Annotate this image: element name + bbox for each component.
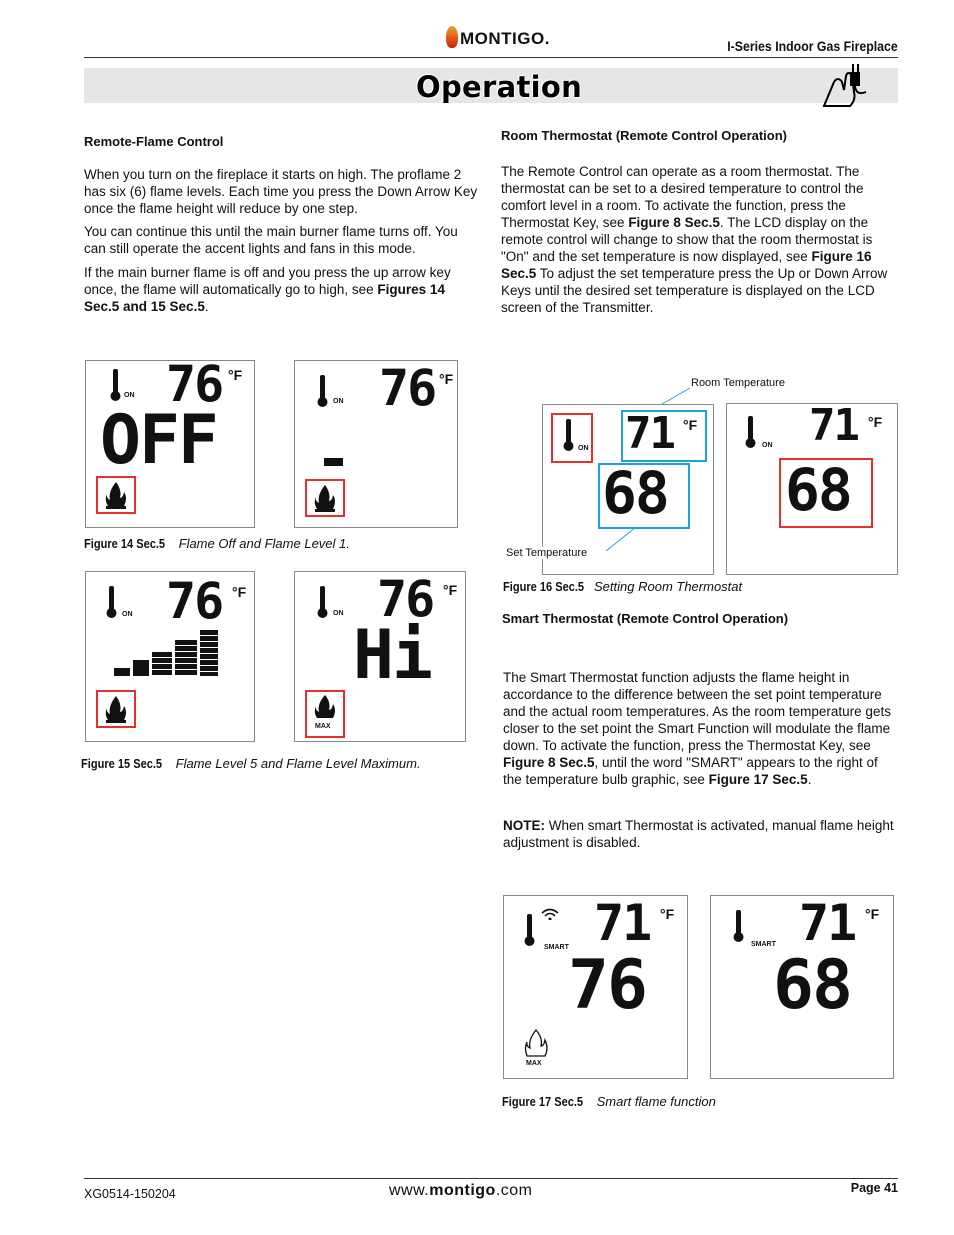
- url-suffix: .com: [495, 1182, 533, 1199]
- on-indicator: ON: [333, 610, 344, 617]
- thermometer-icon: [524, 914, 536, 948]
- lcd-smart-max: [503, 895, 688, 1079]
- set-temperature-highlight: [779, 458, 873, 528]
- room-temperature: 76: [379, 359, 436, 417]
- on-indicator: ON: [578, 445, 589, 452]
- text-span: .: [807, 772, 812, 787]
- smart-indicator: SMART: [544, 944, 569, 951]
- text-span: If the main burner flame is off and you press the up arrow key once, the flame will automatically go to high, see: [84, 265, 451, 297]
- text-span: The Smart Thermostat function adjusts the flame height in accordance to the difference between the set point temperature and the actual room temperatures. As the room temperature gets closer to the set point the Smart Function will modulate the flame down. To activate the function, press the Thermostat Key, see: [503, 670, 891, 753]
- right-paragraph-1: [501, 163, 896, 316]
- room-temperature: 71: [594, 894, 651, 952]
- on-indicator: ON: [124, 392, 135, 399]
- figure-reference: Figure 8 Sec.5: [503, 755, 595, 770]
- flame-off-readout: OFF: [100, 401, 217, 480]
- set-temperature-label: Set Temperature: [506, 547, 588, 559]
- smart-thermostat-heading: Smart Thermostat (Remote Control Operation): [502, 611, 789, 626]
- room-temperature: 71: [809, 400, 858, 451]
- unit-label: °F: [683, 417, 698, 433]
- text-span: The Remote Control can operate as a room thermostat. The thermostat can be set to a desired temperature to control the comfort level in a room. To activate the function, press the Thermostat Key, see: [501, 164, 864, 230]
- note-label: NOTE:: [503, 818, 545, 833]
- brand-logo: [446, 26, 550, 49]
- figure-reference: Figure 17 Sec.5: [708, 772, 808, 787]
- lcd-flame-max: [294, 571, 466, 742]
- flame-step-2: [133, 660, 149, 676]
- set-temperature: 76: [568, 946, 646, 1025]
- flame-level-bar: [324, 458, 343, 466]
- website-url: [389, 1182, 533, 1200]
- set-temperature: 68: [785, 456, 851, 524]
- set-temperature: 68: [602, 459, 668, 527]
- text-span: .: [204, 299, 209, 314]
- figure-reference: Figures 14 Sec.5 and 15 Sec.5: [84, 282, 445, 314]
- flame-icon-highlight: [305, 479, 345, 517]
- room-temperature: 76: [166, 572, 223, 630]
- note-text: When smart Thermostat is activated, manual flame height adjustment is disabled.: [503, 818, 894, 850]
- smart-indicator: SMART: [751, 941, 776, 948]
- series-title: I-Series Indoor Gas Fireplace: [727, 38, 898, 54]
- unit-label: °F: [228, 367, 243, 383]
- flame-icon: [98, 692, 134, 726]
- thermometer-icon: [563, 419, 575, 453]
- note-paragraph: [503, 817, 899, 851]
- text-span: , until the word "SMART" appears to the right of the temperature bulb graphic, see: [503, 755, 878, 787]
- room-temperature: 76: [377, 570, 434, 628]
- unit-label: °F: [660, 906, 675, 922]
- figure-14-caption: [84, 536, 350, 551]
- figure-reference: Figure 16 Sec.5: [501, 249, 872, 281]
- flame-step-3: [152, 652, 172, 676]
- thermometer-icon: [317, 586, 329, 620]
- caption-text: Flame Level 5 and Flame Level Maximum.: [175, 756, 421, 771]
- unit-label: °F: [865, 906, 880, 922]
- caption-label: Figure 14 Sec.5: [84, 536, 166, 551]
- caption-text: Setting Room Thermostat: [594, 579, 743, 594]
- max-indicator: MAX: [315, 723, 331, 730]
- room-temperature-label: Room Temperature: [691, 377, 785, 389]
- thermometer-icon: [110, 369, 122, 403]
- set-temp-pointer: [600, 525, 640, 555]
- set-temperature: 68: [773, 946, 851, 1025]
- lcd-flame-level-5: [85, 571, 255, 742]
- caption-text: Smart flame function: [596, 1094, 716, 1109]
- on-indicator: ON: [762, 442, 773, 449]
- flame-hi-readout: Hi: [353, 616, 431, 695]
- max-indicator: MAX: [526, 1060, 542, 1067]
- room-temperature: 71: [799, 894, 856, 952]
- flame-icon-highlight: [96, 690, 136, 728]
- caption-text: Flame Off and Flame Level 1.: [178, 536, 350, 551]
- flame-outline-icon: [520, 1028, 552, 1060]
- page-number: Page 41: [850, 1181, 898, 1195]
- lcd-flame-off: [85, 355, 255, 528]
- remote-flame-heading: Remote-Flame Control: [84, 134, 224, 149]
- caption-label: Figure 16 Sec.5: [503, 579, 585, 594]
- lcd-smart-set: [710, 895, 894, 1079]
- lcd-thermostat-on: [726, 400, 898, 575]
- thermometer-icon: [733, 910, 745, 944]
- url-prefix: www.: [389, 1182, 430, 1199]
- footer-rule: [84, 1178, 898, 1179]
- flame-step-5: [200, 630, 218, 676]
- section-title: Operation: [416, 70, 583, 104]
- header-rule: [84, 57, 898, 58]
- figure-15-caption: [81, 756, 421, 771]
- unit-label: °F: [232, 584, 247, 600]
- left-paragraph-3: [84, 264, 480, 315]
- text-span: To adjust the set temperature press the Up or Down Arrow Keys until the desired set temperature is displayed on the LCD screen of the Transmitter.: [501, 266, 888, 315]
- flame-icon: [307, 481, 343, 515]
- thermometer-icon: [106, 586, 118, 620]
- room-thermostat-heading: Room Thermostat (Remote Control Operation): [501, 128, 788, 143]
- on-indicator: ON: [333, 398, 344, 405]
- flame-step-1: [114, 668, 130, 676]
- document-number: XG0514-150204: [84, 1187, 176, 1201]
- left-paragraph-2: You can continue this until the main burner flame turns off. You can still operate the accent lights and fans in this mode.: [84, 224, 458, 256]
- text-span: . The LCD display on the remote control will change to show that the room thermostat is "On" and the set temperature is now displayed, see: [501, 215, 873, 264]
- flame-step-4: [175, 640, 197, 676]
- room-temperature: 76: [166, 355, 223, 413]
- right-paragraph-2: [503, 669, 899, 788]
- flame-icon: [98, 478, 134, 512]
- lcd-flame-level-1: [294, 360, 458, 528]
- hand-plug-icon: [820, 62, 870, 110]
- flame-icon-highlight: [305, 690, 345, 738]
- on-indicator: ON: [122, 611, 133, 618]
- figure-17-caption: [502, 1094, 716, 1109]
- left-paragraph-1: When you turn on the fireplace it starts on high. The proflame 2 has six (6) flame levels. Each time you press the Down Arrow Key once the flame height will reduce by one step.: [84, 167, 478, 216]
- caption-label: Figure 17 Sec.5: [502, 1094, 584, 1109]
- caption-label: Figure 15 Sec.5: [81, 756, 163, 771]
- thermometer-icon: [745, 416, 757, 450]
- unit-label: °F: [868, 414, 883, 430]
- flame-icon: [307, 692, 343, 722]
- brand-name: MONTIGO.: [460, 29, 550, 48]
- figure-16-caption: [503, 579, 742, 594]
- thermometer-icon: [317, 375, 329, 409]
- room-temperature: 71: [625, 408, 674, 459]
- unit-label: °F: [439, 371, 454, 387]
- thermometer-highlight: [551, 413, 593, 463]
- flame-icon-highlight: [96, 476, 136, 514]
- room-temperature-highlight: [621, 410, 707, 462]
- url-brand: montigo: [429, 1182, 496, 1199]
- flame-logo-icon: [446, 26, 458, 48]
- wifi-icon: [540, 908, 560, 920]
- set-temperature-highlight: [598, 459, 690, 529]
- unit-label: °F: [443, 582, 458, 598]
- figure-reference: Figure 8 Sec.5: [628, 215, 720, 230]
